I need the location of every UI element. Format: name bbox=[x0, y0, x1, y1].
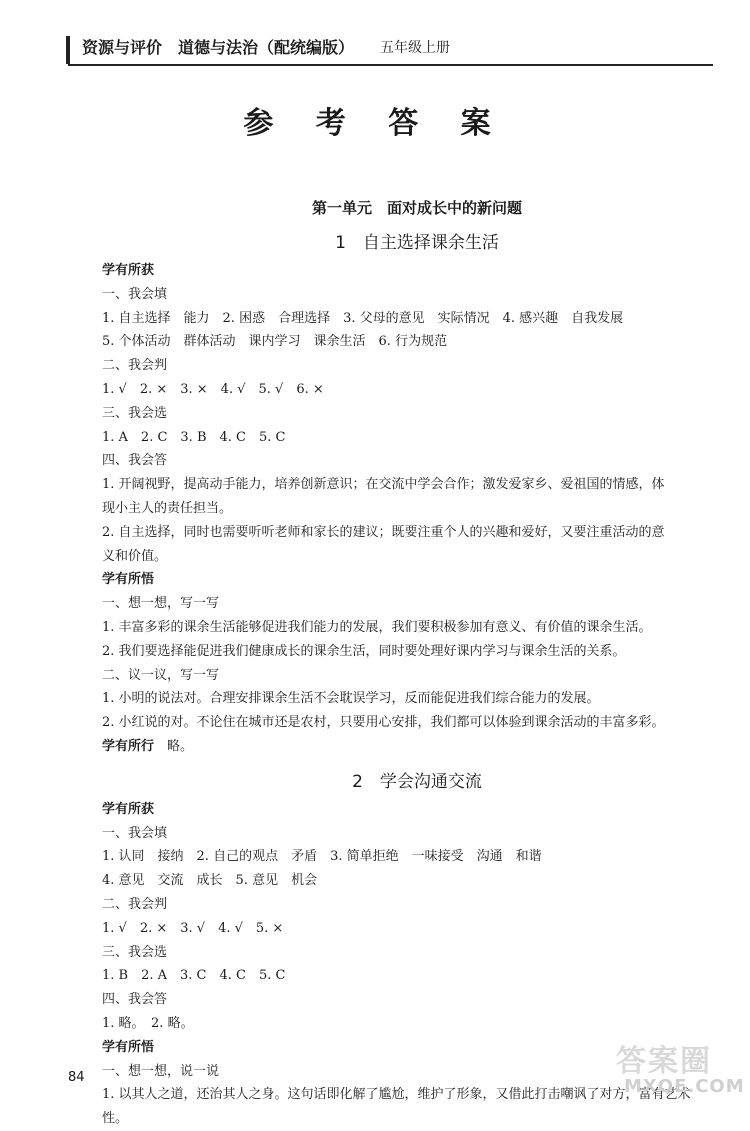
answer-line: 2. 我们要选择能促进我们健康成长的课余生活，同时要处理好课内学习与课余生活的关系。 bbox=[102, 643, 626, 659]
answer-line: 现小主人的责任担当。 bbox=[102, 500, 233, 516]
answer-text: 略。 bbox=[154, 738, 194, 754]
watermark-logo bbox=[606, 1036, 746, 1106]
answer-line: 1. √ 2. × 3. × 4. √ 5. √ 6. × bbox=[102, 381, 324, 397]
answer-line: 一、想一想，说一说 bbox=[102, 1063, 220, 1079]
answer-line: 二、我会判 bbox=[102, 358, 168, 374]
answer-line: 三、我会选 bbox=[102, 944, 168, 960]
answer-line: 1. 小明的说法对。合理安排课余生活不会耽误学习，反而能促进我们综合能力的发展。 bbox=[102, 691, 600, 707]
answer-line: 一、我会填 bbox=[102, 825, 168, 841]
answer-line: 三、我会选 bbox=[102, 405, 168, 421]
watermark-text: 答案圈 bbox=[616, 1044, 712, 1079]
answer-line: 1. 略。 2. 略。 bbox=[102, 1015, 194, 1031]
answer-content bbox=[102, 197, 712, 1131]
answer-line: 1. 丰富多彩的课余生活能够促进我们能力的发展，我们要积极参加有意义、有价值的课余生活。 bbox=[102, 619, 652, 635]
answer-line: 2. 小红说的对。不论住在城市还是农村，只要用心安排，我们都可以体验到课余活动的丰富多彩。 bbox=[102, 715, 665, 731]
answer-line: 二、议一议，写一写 bbox=[102, 667, 220, 683]
page-number: 84 bbox=[68, 1070, 85, 1085]
page-title: 参 考 答 案 bbox=[243, 106, 507, 141]
answer-line: 1. 自主选择 能力 2. 困惑 合理选择 3. 父母的意见 实际情况 4. 感兴趣 自我发展 bbox=[102, 310, 624, 326]
answer-line: 4. 意见 交流 成长 5. 意见 机会 bbox=[102, 873, 318, 889]
header-subject: 道德与法治（配统编版） bbox=[178, 38, 355, 57]
lesson-1-body bbox=[102, 259, 712, 759]
section-heading: 学有所行 bbox=[102, 738, 155, 754]
unit-title: 第一单元 面对成长中的新问题 bbox=[311, 199, 522, 217]
answer-line: 四、我会答 bbox=[102, 992, 168, 1008]
lesson-1-title: 1 自主选择课余生活 bbox=[335, 233, 499, 253]
watermark-url: MXQE.COM bbox=[624, 1076, 745, 1097]
header-bar bbox=[66, 36, 70, 64]
answer-line: 1. A 2. C 3. B 4. C 5. C bbox=[102, 429, 286, 445]
answer-line: 1. B 2. A 3. C 4. C 5. C bbox=[102, 968, 286, 984]
answer-line: 5. 个体活动 群体活动 课内学习 课余生活 6. 行为规范 bbox=[102, 334, 448, 350]
page-header bbox=[68, 30, 713, 66]
answer-line: 二、我会判 bbox=[102, 896, 168, 912]
section-heading: 学有所悟 bbox=[102, 572, 155, 588]
header-series: 资源与评价 bbox=[82, 38, 163, 57]
header-grade: 五年级上册 bbox=[380, 40, 451, 56]
section-heading: 学有所获 bbox=[102, 263, 155, 278]
answer-line: 一、我会填 bbox=[102, 286, 168, 302]
answer-line bbox=[102, 735, 712, 759]
lesson-2-title: 2 学会沟通交流 bbox=[352, 771, 482, 792]
answer-line: 四、我会答 bbox=[102, 453, 168, 469]
section-heading: 学有所获 bbox=[102, 801, 155, 817]
answer-line: 2. 自主选择，同时也需要听听老师和家长的建议；既要注重个人的兴趣和爱好，又要注重活动的意 bbox=[102, 524, 665, 540]
answer-line: 1. √ 2. × 3. √ 4. √ 5. × bbox=[102, 920, 284, 936]
answer-line: 1. 认同 接纳 2. 自己的观点 矛盾 3. 简单拒绝 一味接受 沟通 和谐 bbox=[102, 849, 542, 865]
section-heading: 学有所悟 bbox=[102, 1039, 155, 1055]
answer-line: 1. 以其人之道，还治其人之身。这句话即化解了尴尬，维护了形象，又借此打击嘲讽了对方，富有艺术性。 bbox=[102, 1087, 691, 1127]
answer-line: 义和价值。 bbox=[102, 548, 168, 564]
answer-line: 一、想一想，写一写 bbox=[102, 596, 220, 612]
answer-line: 1. 开阔视野，提高动手能力，培养创新意识；在交流中学会合作；激发爱家乡、爱祖国的情感，体 bbox=[102, 477, 665, 493]
